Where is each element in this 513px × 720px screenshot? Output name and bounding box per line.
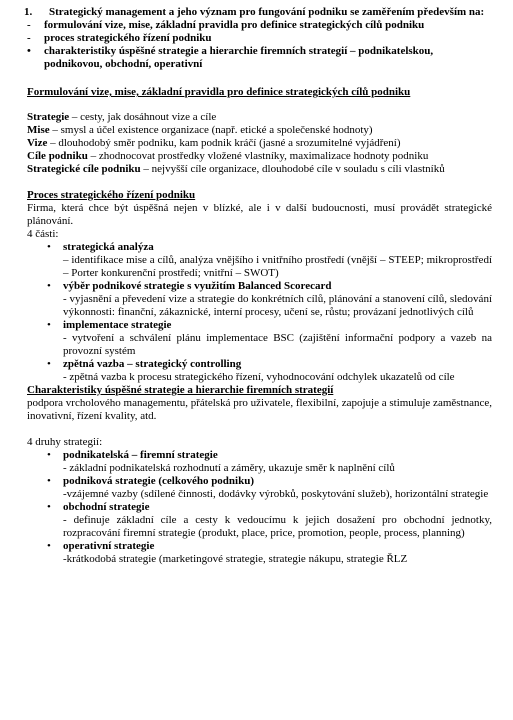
item-title: podnikatelská – firemní strategie — [63, 449, 218, 461]
definition-term: Vize — [27, 137, 48, 149]
list-item — [47, 358, 492, 384]
intro-item-text: charakteristiky úspěšné strategie a hierarchie firemních strategií – podnikatelskou, podnikovou, obchodní, operativní — [44, 45, 434, 70]
list-marker: • — [27, 45, 31, 57]
item-desc: -krátkodobá strategie (marketingové strategie, strategie nákupu, strategie ŘLZ — [63, 553, 408, 565]
main-title — [24, 6, 492, 19]
characteristics-intro: podpora vrcholového managementu, přátelská pro uživatele, flexibilní, zapojuje a stimuluje zaměstnance, inovativní, řízení kvality, atd. — [27, 397, 492, 422]
definition-strategy — [27, 111, 492, 124]
item-title: zpětná vazba – strategický controlling — [63, 358, 242, 370]
bullet-icon: • — [47, 358, 51, 370]
section-heading-vision: Formulování vize, mise, základní pravidla pro definice strategických cílů podniku — [27, 86, 411, 98]
bullet-icon: • — [47, 241, 51, 253]
definition-mission — [27, 124, 492, 137]
document-page — [24, 6, 492, 566]
list-item — [47, 540, 492, 566]
definition-text: – dlouhodobý směr podniku, kam podnik kráčí (jasné a srozumitelné vyjádření) — [47, 137, 401, 149]
main-title-number: 1. — [24, 6, 33, 18]
item-desc: – identifikace mise a cílů, analýza vnějšího i vnitřního prostředí (vnější – STEEP; mikroprostředí – Porter konkurenční prostředí; vnitřní – SWOT) — [63, 254, 492, 279]
list-item — [47, 280, 492, 319]
item-desc: -vzájemné vazby (sdílené činnosti, dodávky výrobků, poskytování služeb), horizontální strategie — [63, 488, 489, 500]
intro-item — [27, 45, 492, 71]
bullet-icon: • — [47, 475, 51, 487]
definition-vision — [27, 137, 492, 150]
intro-item — [27, 32, 492, 45]
definition-term: Cíle podniku — [27, 150, 88, 162]
bullet-icon: • — [47, 449, 51, 461]
intro-list — [27, 19, 492, 71]
bullet-icon: • — [47, 501, 51, 513]
definition-text: – zhodnocovat prostředky vložené vlastníky, maximalizace hodnoty podniku — [87, 150, 429, 162]
definition-term: Strategické cíle podniku — [27, 163, 141, 175]
bullet-icon: • — [47, 319, 51, 331]
definition-term: Mise — [27, 124, 50, 136]
item-desc: - zpětná vazba k procesu strategického řízení, vyhodnocování odchylek ukazatelů od cíle — [63, 371, 455, 383]
item-title: výběr podnikové strategie s využitím Balanced Scorecard — [63, 280, 332, 292]
strategies-list — [27, 449, 492, 566]
item-desc: - vytvoření a schválení plánu implementace BSC (zajištění informační podpory a vazeb na provozní systém — [63, 332, 492, 357]
item-desc: - základní podnikatelská rozhodnutí a záměry, ukazuje směr k naplnění cílů — [63, 462, 395, 474]
section-heading-characteristics: Charakteristiky úspěšné strategie a hierarchie firemních strategií — [27, 384, 334, 396]
section-heading-process: Proces strategického řízení podniku — [27, 189, 196, 201]
list-item — [47, 475, 492, 501]
item-title: podniková strategie (celkového podniku) — [63, 475, 254, 487]
item-title: operativní strategie — [63, 540, 155, 552]
list-item — [47, 241, 492, 280]
intro-item-text: proces strategického řízení podniku — [44, 32, 212, 44]
item-title: strategická analýza — [63, 241, 154, 253]
definition-text: – nejvyšší cíle organizace, dlouhodobé cíle v souladu s cíli vlastníků — [140, 163, 445, 175]
intro-item — [27, 19, 492, 32]
item-desc: - vyjasnění a převedení vize a strategie do konkrétních cílů, plánování a stanovení cílů, sledování výkonnosti: finanční, zákaznické, interní procesy, učení se, růstu; provázaní jednotlivých cílů — [63, 293, 492, 318]
bullet-icon: • — [47, 540, 51, 552]
list-item — [47, 501, 492, 540]
definition-text: – smysl a účel existence organizace (např. etické a společenské hodnoty) — [49, 124, 373, 136]
process-count: 4 části: — [27, 228, 59, 240]
item-title: implementace strategie — [63, 319, 172, 331]
intro-item-text: formulování vize, mise, základní pravidla pro definice strategických cílů podniku — [44, 19, 425, 31]
definition-text: – cesty, jak dosáhnout vize a cíle — [69, 111, 217, 123]
strategies-count: 4 druhy strategií: — [27, 436, 103, 448]
item-desc: - definuje základní cíle a cesty k vedoucímu k jejich dosažení pro obchodní jednotky, rozpracování firemní strategie (produkt, place, price, promotion, people, process, planning) — [63, 514, 492, 539]
definition-goals — [27, 150, 492, 163]
list-item — [47, 449, 492, 475]
definition-term: Strategie — [27, 111, 70, 123]
list-marker: - — [27, 32, 31, 44]
definition-strategic-goals — [27, 163, 492, 176]
item-title: obchodní strategie — [63, 501, 150, 513]
main-title-text: Strategický management a jeho význam pro fungování podniku se zaměřením především na: — [49, 6, 485, 18]
bullet-icon: • — [47, 280, 51, 292]
process-intro: Firma, která chce být úspěšná nejen v blízké, ale i v další budoucnosti, musí provádět strategické plánování. — [27, 202, 492, 227]
process-list — [27, 241, 492, 384]
list-marker: - — [27, 19, 31, 31]
list-item — [47, 319, 492, 358]
